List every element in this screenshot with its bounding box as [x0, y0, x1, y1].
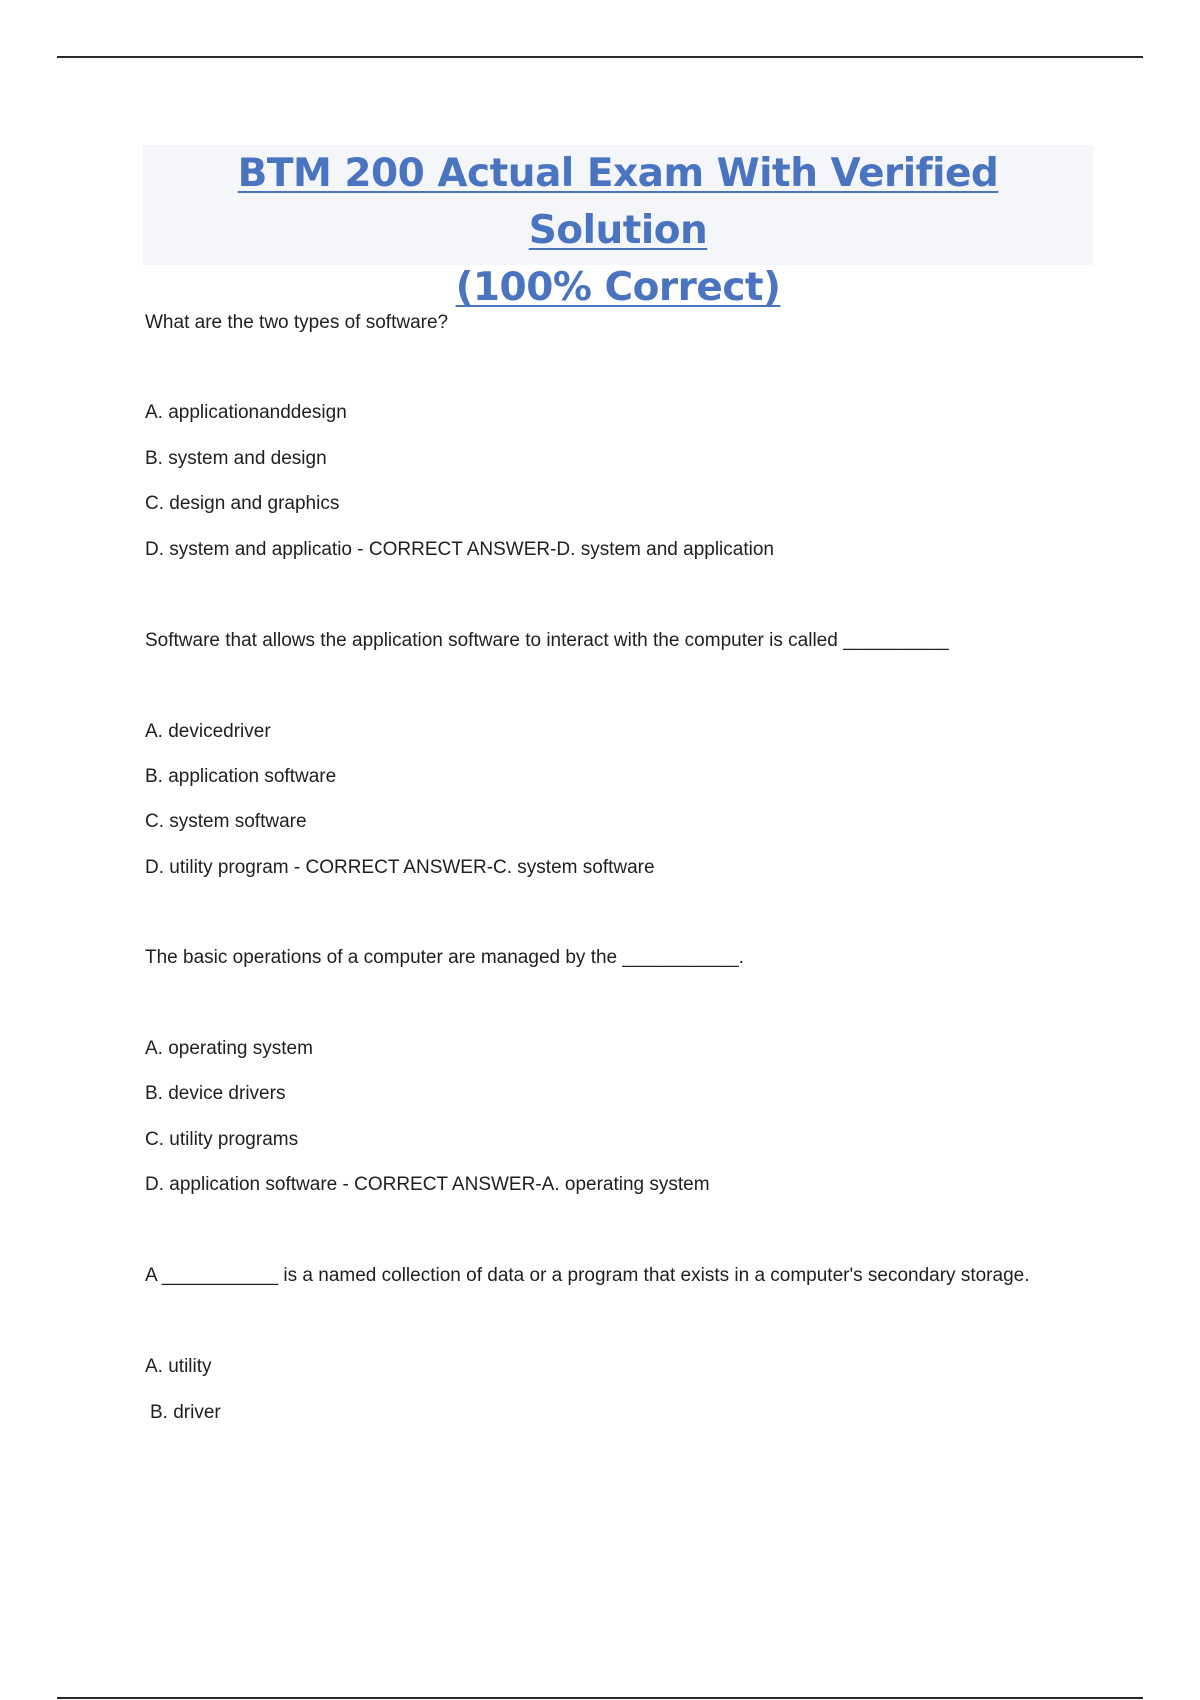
question-1-option-b: B. system and design — [145, 448, 327, 469]
question-4-prompt: A ___________ is a named collection of data or a program that exists in a computer's secondary storage. — [145, 1265, 1030, 1286]
title-line-1: BTM 200 Actual Exam With Verified Solution — [237, 151, 999, 253]
question-4-option-b: B. driver — [150, 1402, 221, 1423]
question-1-option-a: A. applicationanddesign — [145, 402, 347, 423]
question-3-option-d-answer: D. application software - CORRECT ANSWER-A. operating system — [145, 1174, 710, 1195]
question-3-prompt: The basic operations of a computer are managed by the ___________. — [145, 947, 744, 968]
question-3-option-a: A. operating system — [145, 1038, 313, 1059]
document-title — [143, 145, 1093, 310]
top-rule — [57, 56, 1143, 58]
question-2-prompt: Software that allows the application software to interact with the computer is called __________ — [145, 630, 949, 651]
question-1-option-d-answer: D. system and applicatio - CORRECT ANSWER-D. system and application — [145, 539, 774, 560]
bottom-rule — [57, 1697, 1143, 1699]
question-1-option-c: C. design and graphics — [145, 493, 340, 514]
question-1-prompt: What are the two types of software? — [145, 312, 449, 333]
title-line-2: (100% Correct) — [455, 265, 781, 310]
question-2-option-c: C. system software — [145, 811, 307, 832]
question-3-option-c: C. utility programs — [145, 1129, 299, 1150]
question-2-option-b: B. application software — [145, 766, 337, 787]
question-3-option-b: B. device drivers — [145, 1083, 286, 1104]
question-4-option-a: A. utility — [145, 1356, 212, 1377]
question-2-option-a: A. devicedriver — [145, 721, 271, 742]
question-2-option-d-answer: D. utility program - CORRECT ANSWER-C. system software — [145, 857, 655, 878]
